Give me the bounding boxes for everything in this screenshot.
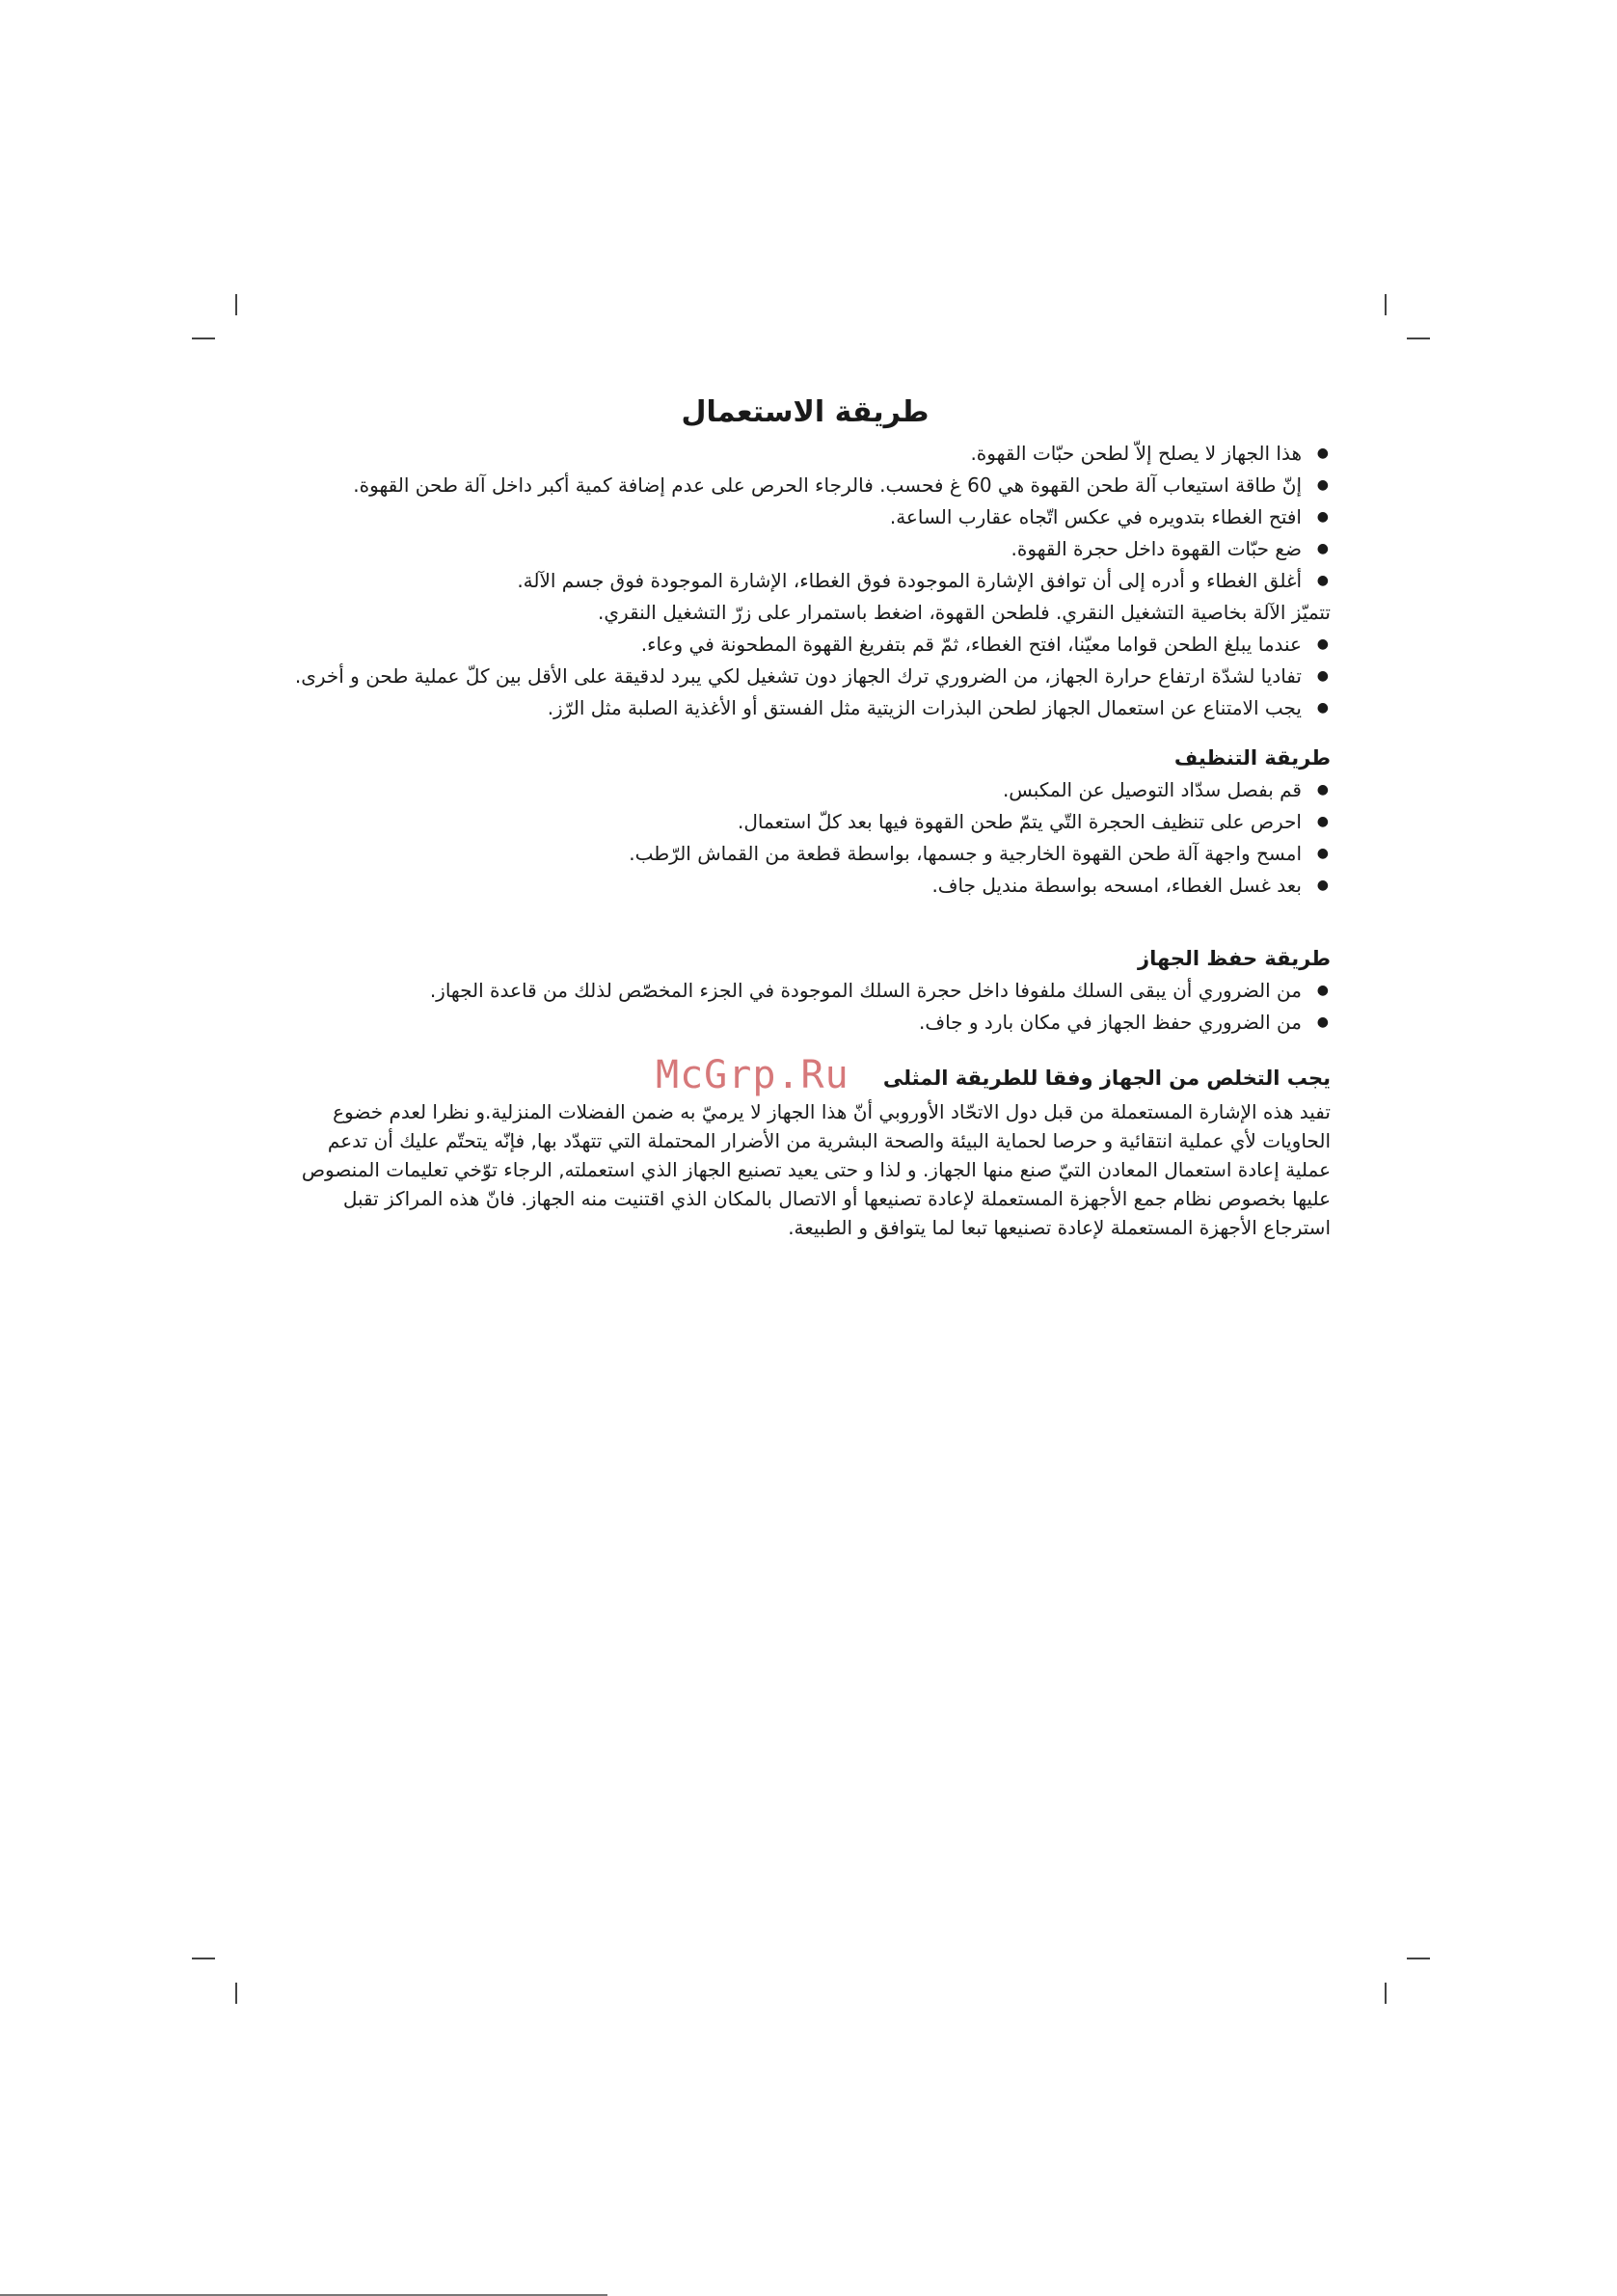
page-content — [280, 395, 1331, 1242]
bullet-icon: ● — [1316, 509, 1329, 525]
bullet-icon: ● — [1316, 846, 1329, 861]
bullet-icon: ● — [1316, 700, 1329, 716]
list-item: ● ضع حبّات القهوة داخل حجرة القهوة. — [280, 534, 1331, 564]
cleaning-title: طريقة التنظيف — [1173, 746, 1331, 770]
usage-note: تتميّز الآلة بخاصية التشغيل النقري. فلطحن القهوة، اضغط باستمرار على زرّ التشغيل النقري. — [598, 601, 1331, 624]
usage-title: طريقة الاستعمال — [681, 395, 930, 429]
bullet-icon: ● — [1316, 541, 1329, 556]
bullet-icon: ● — [1316, 573, 1329, 588]
crop-mark — [235, 1983, 237, 2004]
crop-mark — [1385, 1983, 1387, 2004]
bullet-icon: ● — [1316, 477, 1329, 493]
usage-list — [280, 439, 1331, 596]
disposal-paragraph: تفيد هذه الإشارة المستعملة من قبل دول الاتحّاد الأوروبي أنّ هذا الجهاز لا يرميّ به ضمن الفضلات المنزلية.و نظرا لعدم خضوع الحاويات لأي عملية انتقائية و حرصا لحماية البيئة والصحة البشرية من الأضرار المحتملة التي تتهدّد بها, فإنّه يتحتّم عليك أن تدعم عملية إعادة استعمال المعادن التيّ صنع منها الجهاز. و لذا و حتى يعيد تصنيع الجهاز الذي استعملته, الرجاء توّخي تعليمات المنصوص عليها بخصوص نظام جمع الأجهزة المستعملة لإعادة تصنيعها أو الاتصال بالمكان الذي اقتنيت منه الجهاز. فانّ هذه المراكز تقبل استرجاع الأجهزة المستعملة لإعادة تصنيعها تبعا لما يتوافق و الطبيعة. — [301, 1100, 1331, 1239]
storage-list — [280, 976, 1331, 1038]
list-item: ● امسح واجهة آلة طحن القهوة الخارجية و جسمها، بواسطة قطعة من القماش الرّطب. — [280, 839, 1331, 869]
list-item: ● عندما يبلغ الطحن قواما معيّنا، افتح الغطاء، ثمّ قم بتفريغ القهوة المطحونة في وعاء. — [280, 630, 1331, 660]
crop-mark — [235, 294, 237, 315]
bullet-icon: ● — [1316, 668, 1329, 684]
list-item: ● احرص على تنظيف الحجرة التّي يتمّ طحن القهوة فيها بعد كلّ استعمال. — [280, 807, 1331, 837]
bullet-icon: ● — [1316, 636, 1329, 652]
crop-mark — [192, 1958, 215, 1959]
list-item: ● من الضروري أن يبقى السلك ملفوفا داخل حجرة السلك الموجودة في الجزء المخصّص لذلك من قاعدة الجهاز. — [280, 976, 1331, 1006]
list-item: ● هذا الجهاز لا يصلح إلاّ لطحن حبّات القهوة. — [280, 439, 1331, 469]
storage-section — [280, 947, 1331, 1038]
bullet-icon: ● — [1316, 782, 1329, 797]
crop-mark — [192, 338, 215, 339]
crop-mark — [1385, 294, 1387, 315]
disposal-heading-row — [280, 1053, 1331, 1097]
disposal-title: يجب التخلص من الجهاز وفقا للطريقة المثلى — [882, 1067, 1331, 1090]
cleaning-section — [280, 746, 1331, 901]
bullet-icon: ● — [1316, 878, 1329, 893]
list-item: ● من الضروري حفظ الجهاز في مكان بارد و جاف. — [280, 1008, 1331, 1038]
bullet-icon: ● — [1316, 1014, 1329, 1030]
list-item: ● بعد غسل الغطاء، امسحه بواسطة منديل جاف. — [280, 871, 1331, 901]
watermark-logo: McGrp.Ru — [656, 1053, 849, 1097]
list-item: ● تفاديا لشدّة ارتفاع حرارة الجهاز، من الضروري ترك الجهاز دون تشغيل لكي يبرد لدقيقة على الأقل بين كلّ عملية طحن و أخرى. — [280, 662, 1331, 691]
bullet-icon: ● — [1316, 446, 1329, 461]
crop-mark — [1407, 338, 1430, 339]
bullet-icon: ● — [1316, 983, 1329, 998]
list-item: ● إنّ طاقة استيعاب آلة طحن القهوة هي 60 غ فحسب. فالرجاء الحرص على عدم إضافة كمية أكبر داخل آلة طحن القهوة. — [280, 471, 1331, 500]
list-item: ● افتح الغطاء بتدويره في عكس اتّجاه عقارب الساعة. — [280, 502, 1331, 532]
crop-mark — [1407, 1958, 1430, 1959]
list-item: ● قم بفصل سدّاد التوصيل عن المكبس. — [280, 775, 1331, 805]
storage-title: طريقة حفظ الجهاز — [1138, 947, 1331, 970]
disposal-section — [280, 1053, 1331, 1242]
cleaning-list — [280, 775, 1331, 901]
list-item: ● أغلق الغطاء و أدره إلى أن توافق الإشارة الموجودة فوق الغطاء، الإشارة الموجودة فوق جسم الآلة. — [280, 566, 1331, 596]
list-item: ● يجب الامتناع عن استعمال الجهاز لطحن البذرات الزيتية مثل الفستق أو الأغذية الصلبة مثل الرّز. — [280, 693, 1331, 723]
usage-list-continued — [280, 630, 1331, 723]
bullet-icon: ● — [1316, 814, 1329, 829]
